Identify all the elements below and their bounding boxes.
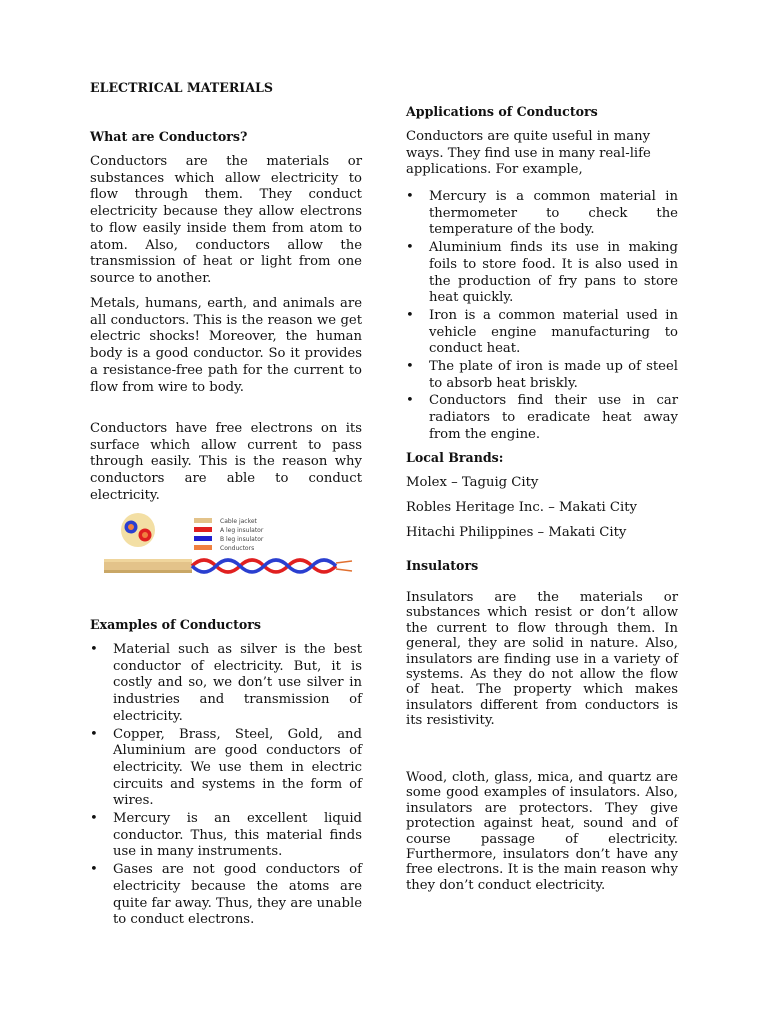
what-are-conductors-heading: What are Conductors? [90, 129, 248, 144]
list-item: • Material such as silver is the best conductor of electricity. But, it is costly and so, we don’t use silver in industries and transmission of electricity. [90, 642, 362, 726]
local-brands-heading: Local Brands: [406, 450, 504, 465]
legend-label-cable-jacket: Cable jacket [220, 518, 257, 525]
legend-swatch-cable-jacket [194, 518, 212, 523]
examples-list [90, 642, 362, 930]
cable-diagram [100, 512, 360, 582]
list-item: • Aluminium finds its use in making foils to store food. It is also used in the production of fry pans to store heat quickly. [406, 240, 678, 307]
legend-swatch-b-leg [194, 536, 212, 541]
document-title: ELECTRICAL MATERIALS [90, 80, 273, 95]
list-item: • Copper, Brass, Steel, Gold, and Aluminium are good conductors of electricity. We use them in electric circuits and systems in the form of wires. [90, 727, 362, 811]
legend-label-conductors: Conductors [220, 545, 255, 552]
brand-item: Robles Heritage Inc. – Makati City [406, 500, 637, 515]
conductor-cross-section-a [142, 532, 148, 538]
list-item: • Iron is a common material used in vehicle engine manufacturing to conduct heat. [406, 308, 678, 358]
legend-label-b-leg: B leg insulator [220, 536, 264, 543]
free-electrons-paragraph: Conductors have free electrons on its surface which allow current to pass through easily. This is the reason why conductors are able to conduct electricity. [90, 421, 362, 503]
list-item: • Mercury is a common material in thermometer to check the temperature of the body. [406, 189, 678, 239]
conductors-examples-paragraph: Metals, humans, earth, and animals are all conductors. This is the reason we get electric shocks! Moreover, the human body is a good conductor. So it provides a resistance-free path for the current to flow from wire to body. [90, 296, 362, 395]
cable-diagram-svg [100, 512, 360, 582]
legend-swatch-conductors [194, 545, 212, 550]
list-item: • Conductors find their use in car radiators to eradicate heat away from the engine. [406, 393, 678, 443]
insulators-definition-paragraph: Insulators are the materials or substances which resist or don’t allow the current to flow through them. In general, they are solid in nature. Also, insulators are finding use in a variety of systems. As they do not allow the flow of heat. The property which makes insulators different from conductors is its resistivity. [406, 590, 678, 729]
brand-item: Molex – Taguig City [406, 475, 539, 490]
legend-label-a-leg: A leg insulator [220, 527, 264, 534]
conductors-definition-paragraph: Conductors are the materials or substances which allow electricity to flow through them. They conduct electricity because they allow electrons to flow easily inside them from atom to atom. Also, conductors allow the transmission of heat or light from one source to another. [90, 154, 362, 286]
list-item: • Mercury is an excellent liquid conductor. Thus, this material finds use in many instruments. [90, 811, 362, 861]
insulators-examples-paragraph: Wood, cloth, glass, mica, and quartz are some good examples of insulators. Also, insulators are protectors. They give protection against heat, sound and of course passage of electricity. Furthermore, insulators don’t have any free electrons. It is the main reason why they don’t conduct electricity. [406, 770, 678, 893]
insulators-heading: Insulators [406, 558, 479, 573]
legend-swatch-a-leg [194, 527, 212, 532]
list-item: • The plate of iron is made up of steel to absorb heat briskly. [406, 359, 678, 392]
applications-intro: Conductors are quite useful in many ways. They find use in many real-life applications. For example, [406, 129, 651, 178]
examples-of-conductors-heading: Examples of Conductors [90, 617, 262, 632]
applications-heading: Applications of Conductors [406, 104, 598, 119]
conductor-end-b [336, 569, 352, 571]
conductor-end-a [336, 561, 352, 563]
applications-list [406, 189, 678, 445]
conductor-cross-section-b [128, 524, 134, 530]
brand-item: Hitachi Philippines – Makati City [406, 525, 627, 540]
list-item: • Gases are not good conductors of electricity because the atoms are quite far away. Thus, they are unable to conduct electrons. [90, 862, 362, 929]
